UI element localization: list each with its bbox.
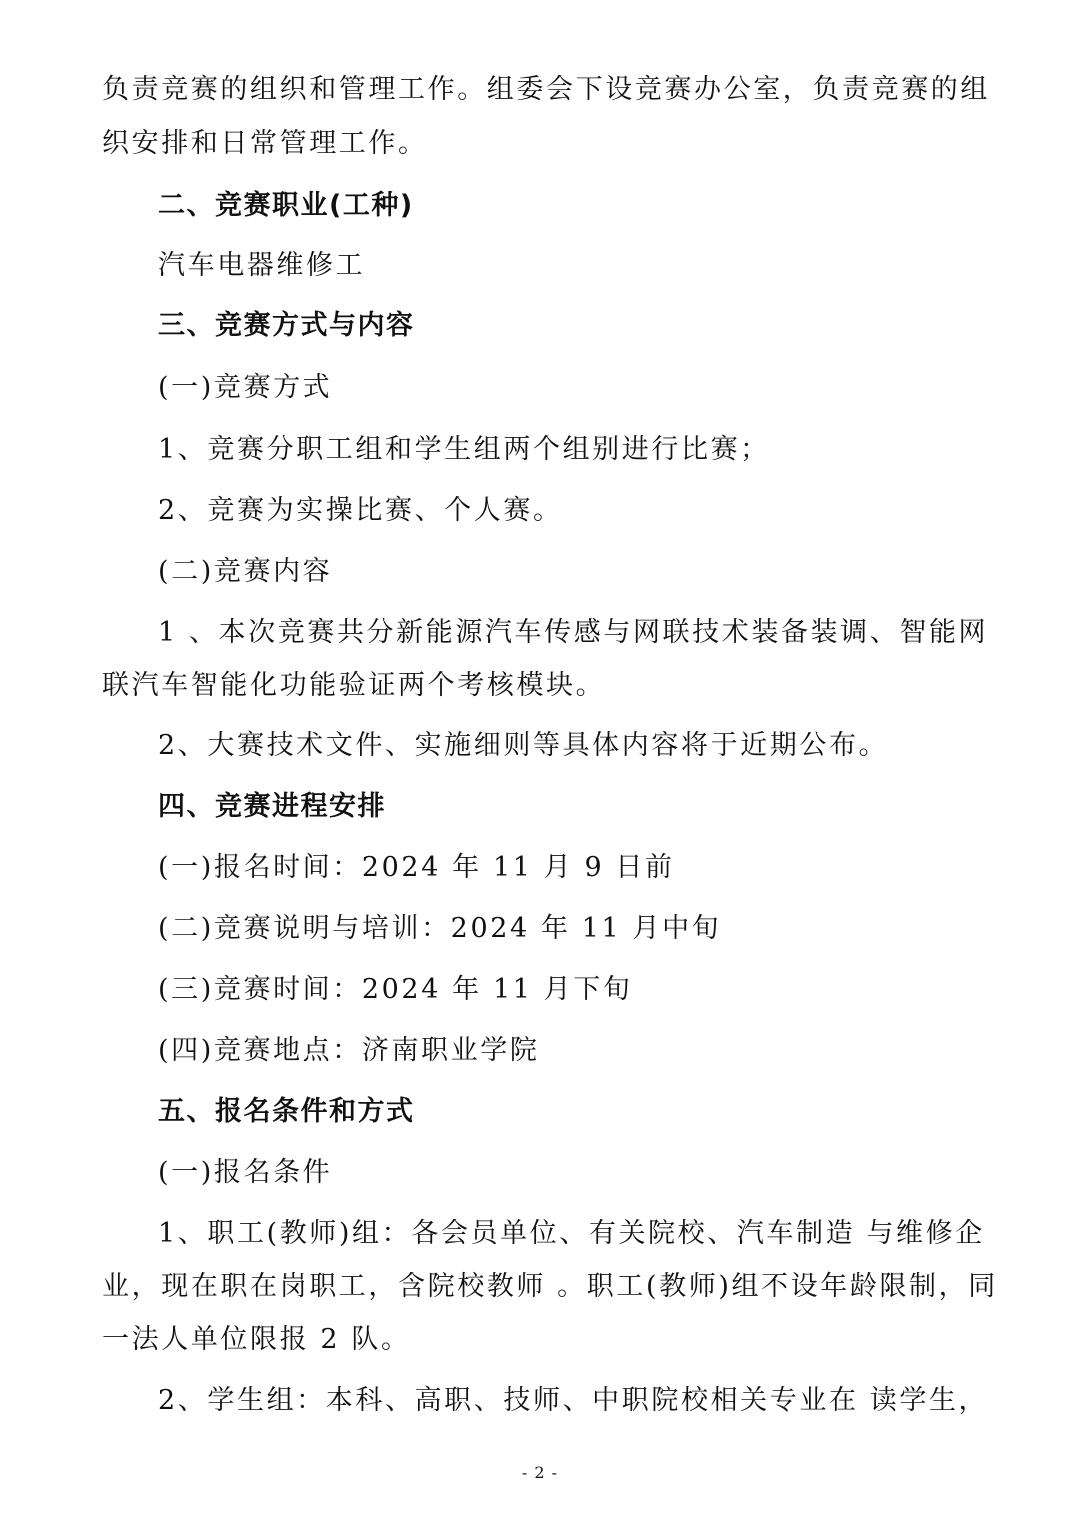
schedule-item: (三)竞赛时间：2024 年 11 月下旬 (158, 974, 633, 1005)
schedule-item: (一)报名时间：2024 年 11 月 9 日前 (158, 852, 675, 883)
page-number: - 2 - (521, 1463, 559, 1482)
subsection-heading: (二)竞赛内容 (158, 556, 333, 587)
paragraph-line: 业，现在职在岗职工，含院校教师 。职工(教师)组不设年龄限制，同 (102, 1271, 998, 1302)
list-item: 1、职工(教师)组：各会员单位、有关院校、汽车制造 与维修企 (158, 1218, 985, 1249)
schedule-item: (四)竞赛地点：济南职业学院 (158, 1035, 540, 1066)
paragraph-line: 联汽车智能化功能验证两个考核模块。 (102, 670, 606, 701)
paragraph-line: 汽车电器维修工 (158, 250, 366, 281)
subsection-heading: (一)报名条件 (158, 1157, 333, 1188)
list-item: 2、大赛技术文件、实施细则等具体内容将于近期公布。 (158, 730, 889, 761)
section-heading-4: 四、竞赛进程安排 (158, 791, 386, 822)
list-item: 2、竞赛为实操比赛、个人赛。 (158, 495, 563, 526)
paragraph-line: 负责竞赛的组织和管理工作。组委会下设竞赛办公室，负责竞赛的组 (102, 74, 990, 105)
list-item: 2、学生组：本科、高职、技师、中职院校相关专业在 读学生， (158, 1385, 989, 1416)
section-heading-3: 三、竞赛方式与内容 (158, 310, 415, 341)
section-heading-2: 二、竞赛职业(工种) (158, 190, 414, 221)
list-item: 1 、本次竞赛共分新能源汽车传感与网联技术装备装调、智能网 (158, 617, 989, 648)
list-item: 1、竞赛分职工组和学生组两个组别进行比赛； (158, 434, 770, 465)
paragraph-line: 一法人单位限报 2 队。 (102, 1324, 411, 1355)
subsection-heading: (一)竞赛方式 (158, 372, 333, 403)
schedule-item: (二)竞赛说明与培训：2024 年 11 月中旬 (158, 913, 722, 944)
section-heading-5: 五、报名条件和方式 (158, 1096, 415, 1127)
paragraph-line: 织安排和日常管理工作。 (102, 128, 428, 159)
